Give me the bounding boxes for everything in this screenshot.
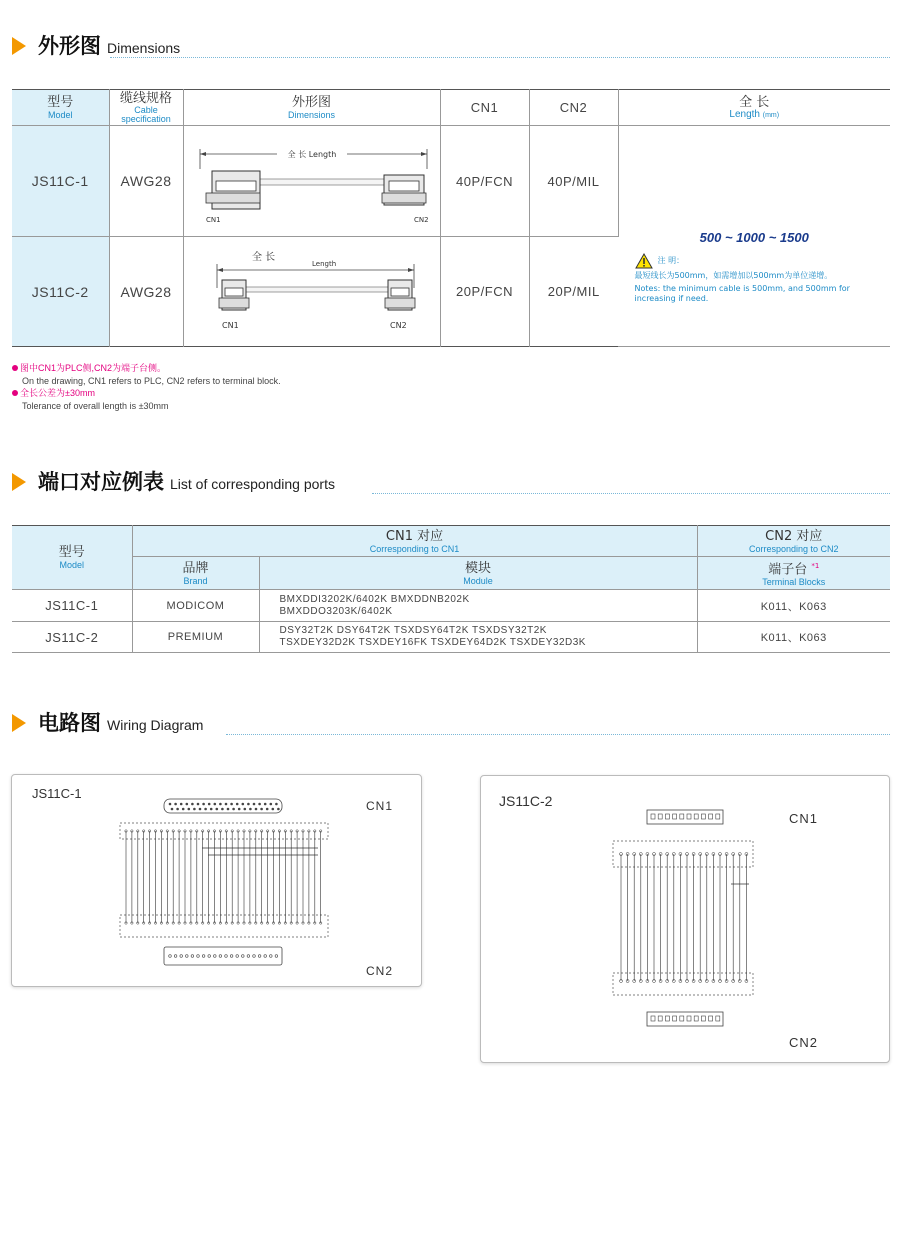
length-cn-label: 全 长 [251,251,275,263]
ports-section-header [12,466,890,498]
table-row [12,622,890,653]
pin [275,803,278,806]
note-item: 图中CN1为PLC侧,CN2为端子台侧。 [12,362,281,375]
pin [255,808,258,811]
pin [238,808,241,811]
drawing-cn1-label: CN1 [205,216,221,224]
section-title: 端口对应例表 List of corresponding ports [38,470,335,494]
pin [182,808,185,811]
module-cell: BMXDDI3202K/6402K BMXDDNB202K BMXDDO3203K/6402K [259,590,697,622]
header-module: 模块 Module [259,557,697,590]
table-header-row [12,526,890,557]
pin [270,803,273,806]
connector-cn2 [164,947,282,965]
pin [202,803,205,806]
model-cell: JS11C-1 [12,126,109,237]
note-item: On the drawing, CN1 refers to PLC, CN2 refers to terminal block. [22,375,281,386]
dimensions-table [12,89,890,347]
pin [193,808,196,811]
pin [174,803,177,806]
dotted-divider [110,57,890,58]
pin [214,803,217,806]
cable-cell: AWG28 [109,126,183,237]
cn1-label: CN1 [366,799,394,813]
wiring-section-header [12,707,890,739]
cn2-cell: 20P/MIL [547,284,600,299]
length-note: 注 明： 最短线长为500mm，如需增加以500mm为单位递增。 Notes: the minimum cable is 500mm, and 500mm for increasing if need. [635,250,885,304]
cable-drawing-20p [192,240,432,340]
pin [272,808,275,811]
note-en: Notes: the minimum cable is 500mm, and 500mm for increasing if need. [634,284,850,303]
connector-cn1 [164,799,282,813]
pin [171,808,174,811]
header-length: 全 长 Length (mm) [618,90,890,126]
drawing-cell [183,237,440,347]
pin [266,808,269,811]
section-title: 外形图 Dimensions [38,34,181,58]
pin [199,808,202,811]
table-row [12,126,890,237]
cn1-cell: 20P/FCN [440,237,529,347]
pin [227,808,230,811]
length-options: 500 ~ 1000 ~ 1500 [699,230,809,245]
brand-cell: MODICOM [132,590,259,622]
cn2-label: CN2 [789,1035,819,1050]
note-cn: 最短线长为500mm，如需增加以500mm为单位递增。 [634,271,833,280]
wiring-diagram-js11c-2 [480,775,890,1063]
pin [219,803,222,806]
pin [244,808,247,811]
cn2-cell: 40P/MIL [529,126,618,237]
pin [186,803,189,806]
wiring-diagram-js11c-1 [11,774,422,987]
terminal-cell: K011、K063 [697,590,890,622]
pin [258,803,261,806]
pin [169,803,172,806]
model-cell: JS11C-2 [12,237,109,347]
model-cell: JS11C-2 [12,622,132,653]
pin [180,803,183,806]
header-terminal: 端子台 $^{*1}$ Terminal Blocks [697,557,890,590]
header-cn1: CN1 对应 Corresponding to CN1 [132,526,697,557]
warning-icon [635,253,653,269]
brand-cell: PREMIUM [132,622,259,653]
terminal-cell: K011、K063 [697,622,890,653]
cn2-pin-block [120,915,328,937]
table-header-row [12,90,890,126]
pin [221,808,224,811]
header-dimensions: 外形图 Dimensions [183,90,440,126]
note-item: Tolerance of overall length is ±30mm [22,400,169,411]
cn1-cell: 40P/FCN [440,126,529,237]
pin [249,808,252,811]
pin [230,803,233,806]
arrow-icon [12,37,26,55]
length-en-label: Length [311,259,336,268]
arrow-icon [12,714,26,732]
dimension-notes [12,362,281,412]
dotted-divider [372,493,890,494]
header-model: 型号 Model [12,526,132,590]
pin [176,808,179,811]
section-title: 电路图 Wiring Diagram [38,711,204,735]
table-row [12,590,890,622]
pin [210,808,213,811]
header-brand: 品牌 Brand [132,557,259,590]
pin [204,808,207,811]
length-label: 全 长 Length [287,150,336,159]
pin [247,803,250,806]
cn2-label: CN2 [366,964,394,978]
header-cn1: CN1 [440,90,529,126]
module-cell: DSY32T2K DSY64T2K TSXDSY64T2K TSXDSY32T2K TSXDEY32D2K TSXDEY16FK TSXDEY64D2K TSXDEY32D3K [259,622,697,653]
cn1-label: CN1 [789,811,819,826]
diagram-title: JS11C-2 [499,793,553,809]
ports-table [12,525,890,653]
header-model: 型号 Model [12,90,109,126]
pin [232,808,235,811]
wiring-schematic [481,776,889,1062]
table-header-row [12,557,890,590]
pin [253,803,256,806]
pin [260,808,263,811]
cn1-pin-block [120,823,328,839]
dimensions-section-header [12,30,890,62]
drawing-cn1-label: CN1 [221,320,239,330]
header-cable: 缆线规格 Cable specification [109,90,183,126]
pin [264,803,267,806]
drawing-cn2-label: CN2 [413,216,429,224]
dotted-divider [226,734,890,735]
arrow-icon [12,473,26,491]
pin [236,803,239,806]
wiring-schematic [12,775,421,986]
diagram-title: JS11C-1 [32,786,82,801]
model-cell: JS11C-1 [12,590,132,622]
pin [188,808,191,811]
drawing-cn2-label: CN2 [389,320,407,330]
pin [242,803,245,806]
header-cn2: CN2 [529,90,618,126]
cable-cell: AWG28 [109,237,183,347]
header-cn2: CN2 对应 Corresponding to CN2 [697,526,890,557]
drawing-cell [183,126,440,237]
pin [277,808,280,811]
pin [197,803,200,806]
pin [208,803,211,806]
bullet-icon [12,365,18,371]
bullet-icon [12,390,18,396]
pin [225,803,228,806]
cable-drawing-40p [192,129,432,229]
length-cell [618,126,890,347]
note-item: 全长公差为±30mm [12,387,281,400]
pin [216,808,219,811]
pin [191,803,194,806]
